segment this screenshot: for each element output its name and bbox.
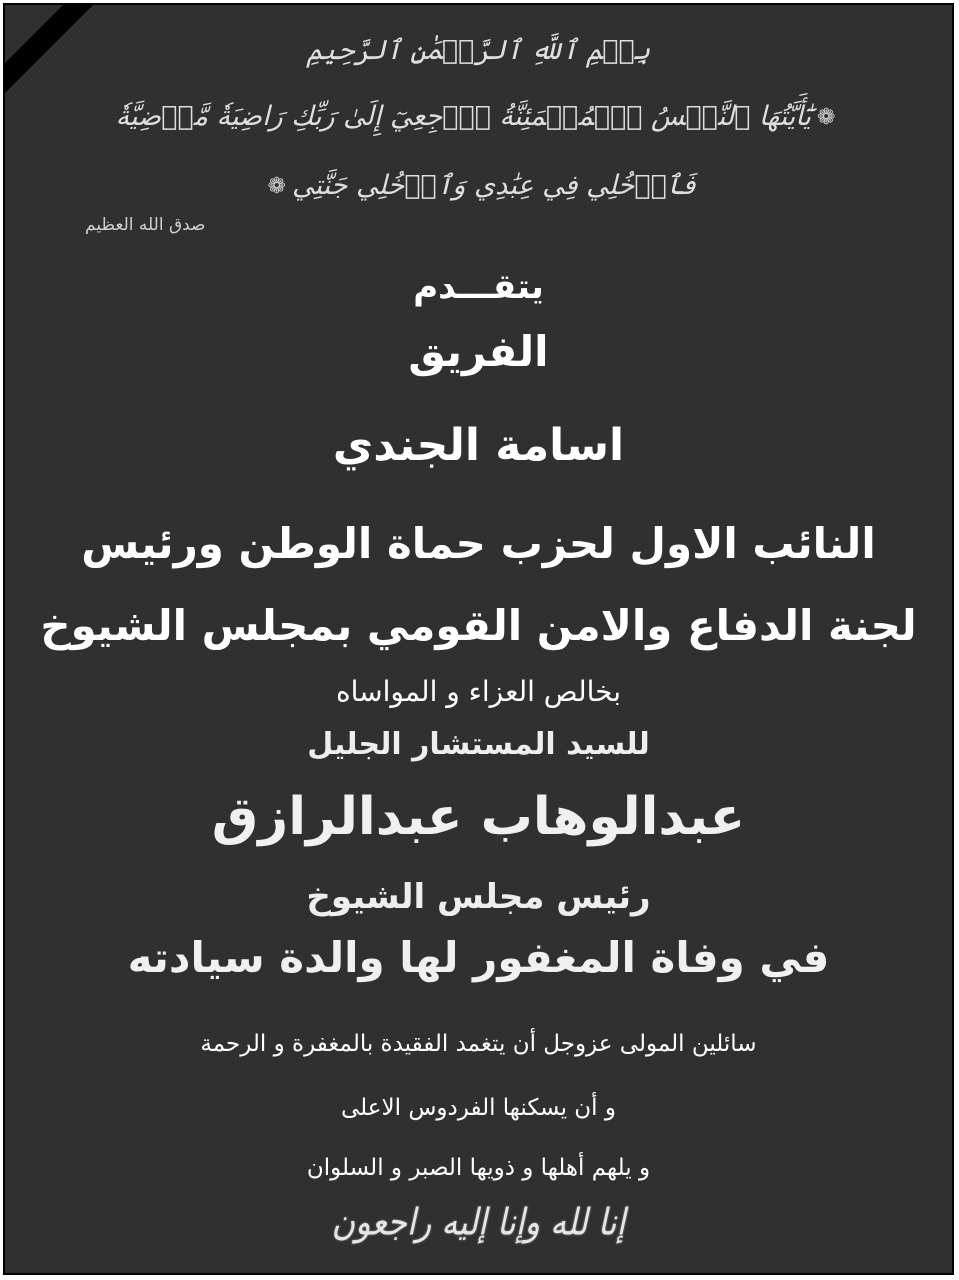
to-title: للسيد المستشار الجليل (307, 727, 650, 762)
verse-line-2 (5, 170, 952, 201)
prayer-line-3: و يلهم أهلها و ذويها الصبر و السلوان (306, 1155, 651, 1181)
prayer-line-2: و أن يسكنها الفردوس الاعلى (341, 1095, 616, 1121)
basmala: بِسۡمِ ٱللَّهِ ٱلرَّحۡمَٰنِ ٱلرَّحِيمِ (306, 35, 651, 66)
prayer-line-1: سائلين المولى عزوجل أن يتغمد الفقيدة بالمغفرة و الرحمة (200, 1031, 757, 1057)
rank-title: الفريق (408, 327, 549, 376)
verse-line-2-text: فَٱدۡخُلِي فِي عِبَٰدِي وَٱدۡخُلِي جَنَّتِي (291, 170, 696, 201)
position-line-1: النائب الاول لحزب حماة الوطن ورئيس (81, 519, 876, 568)
inna-lillah-emblem (5, 1200, 952, 1244)
honoree-title: رئيس مجلس الشيوخ (306, 877, 651, 917)
death-of-line: في وفاة المغفور لها والدة سيادته (127, 933, 830, 982)
honoree-name: عبدالوهاب عبدالرازق (211, 787, 746, 847)
sadaq-allah-text: صدق الله العظيم (85, 215, 206, 235)
position-line-2: لجنة الدفاع والامن القومي بمجلس الشيوخ (40, 601, 917, 650)
condolence-line: بخالص العزاء و المواساه (335, 675, 622, 708)
sender-name: اسامة الجندي (332, 420, 625, 471)
ornament-icon: ❁ (817, 105, 836, 130)
condolence-card (3, 3, 954, 1275)
offers-heading: يتقـــدم (413, 267, 544, 307)
inna-lillah-text: إنا لله وإنا إليه راجعون (331, 1200, 626, 1244)
ornament-icon: ❁ (267, 174, 286, 199)
verse-line-1-text: يَٰٓأَيَّتُهَا ٱلنَّفۡسُ ٱلۡمُطۡمَئِنَّةُ ٱرۡجِعِيٓ إِلَىٰ رَبِّكِ رَاضِيَةٗ مَّرۡضِيَّةٗ (115, 101, 811, 132)
verse-line-1 (5, 101, 952, 132)
